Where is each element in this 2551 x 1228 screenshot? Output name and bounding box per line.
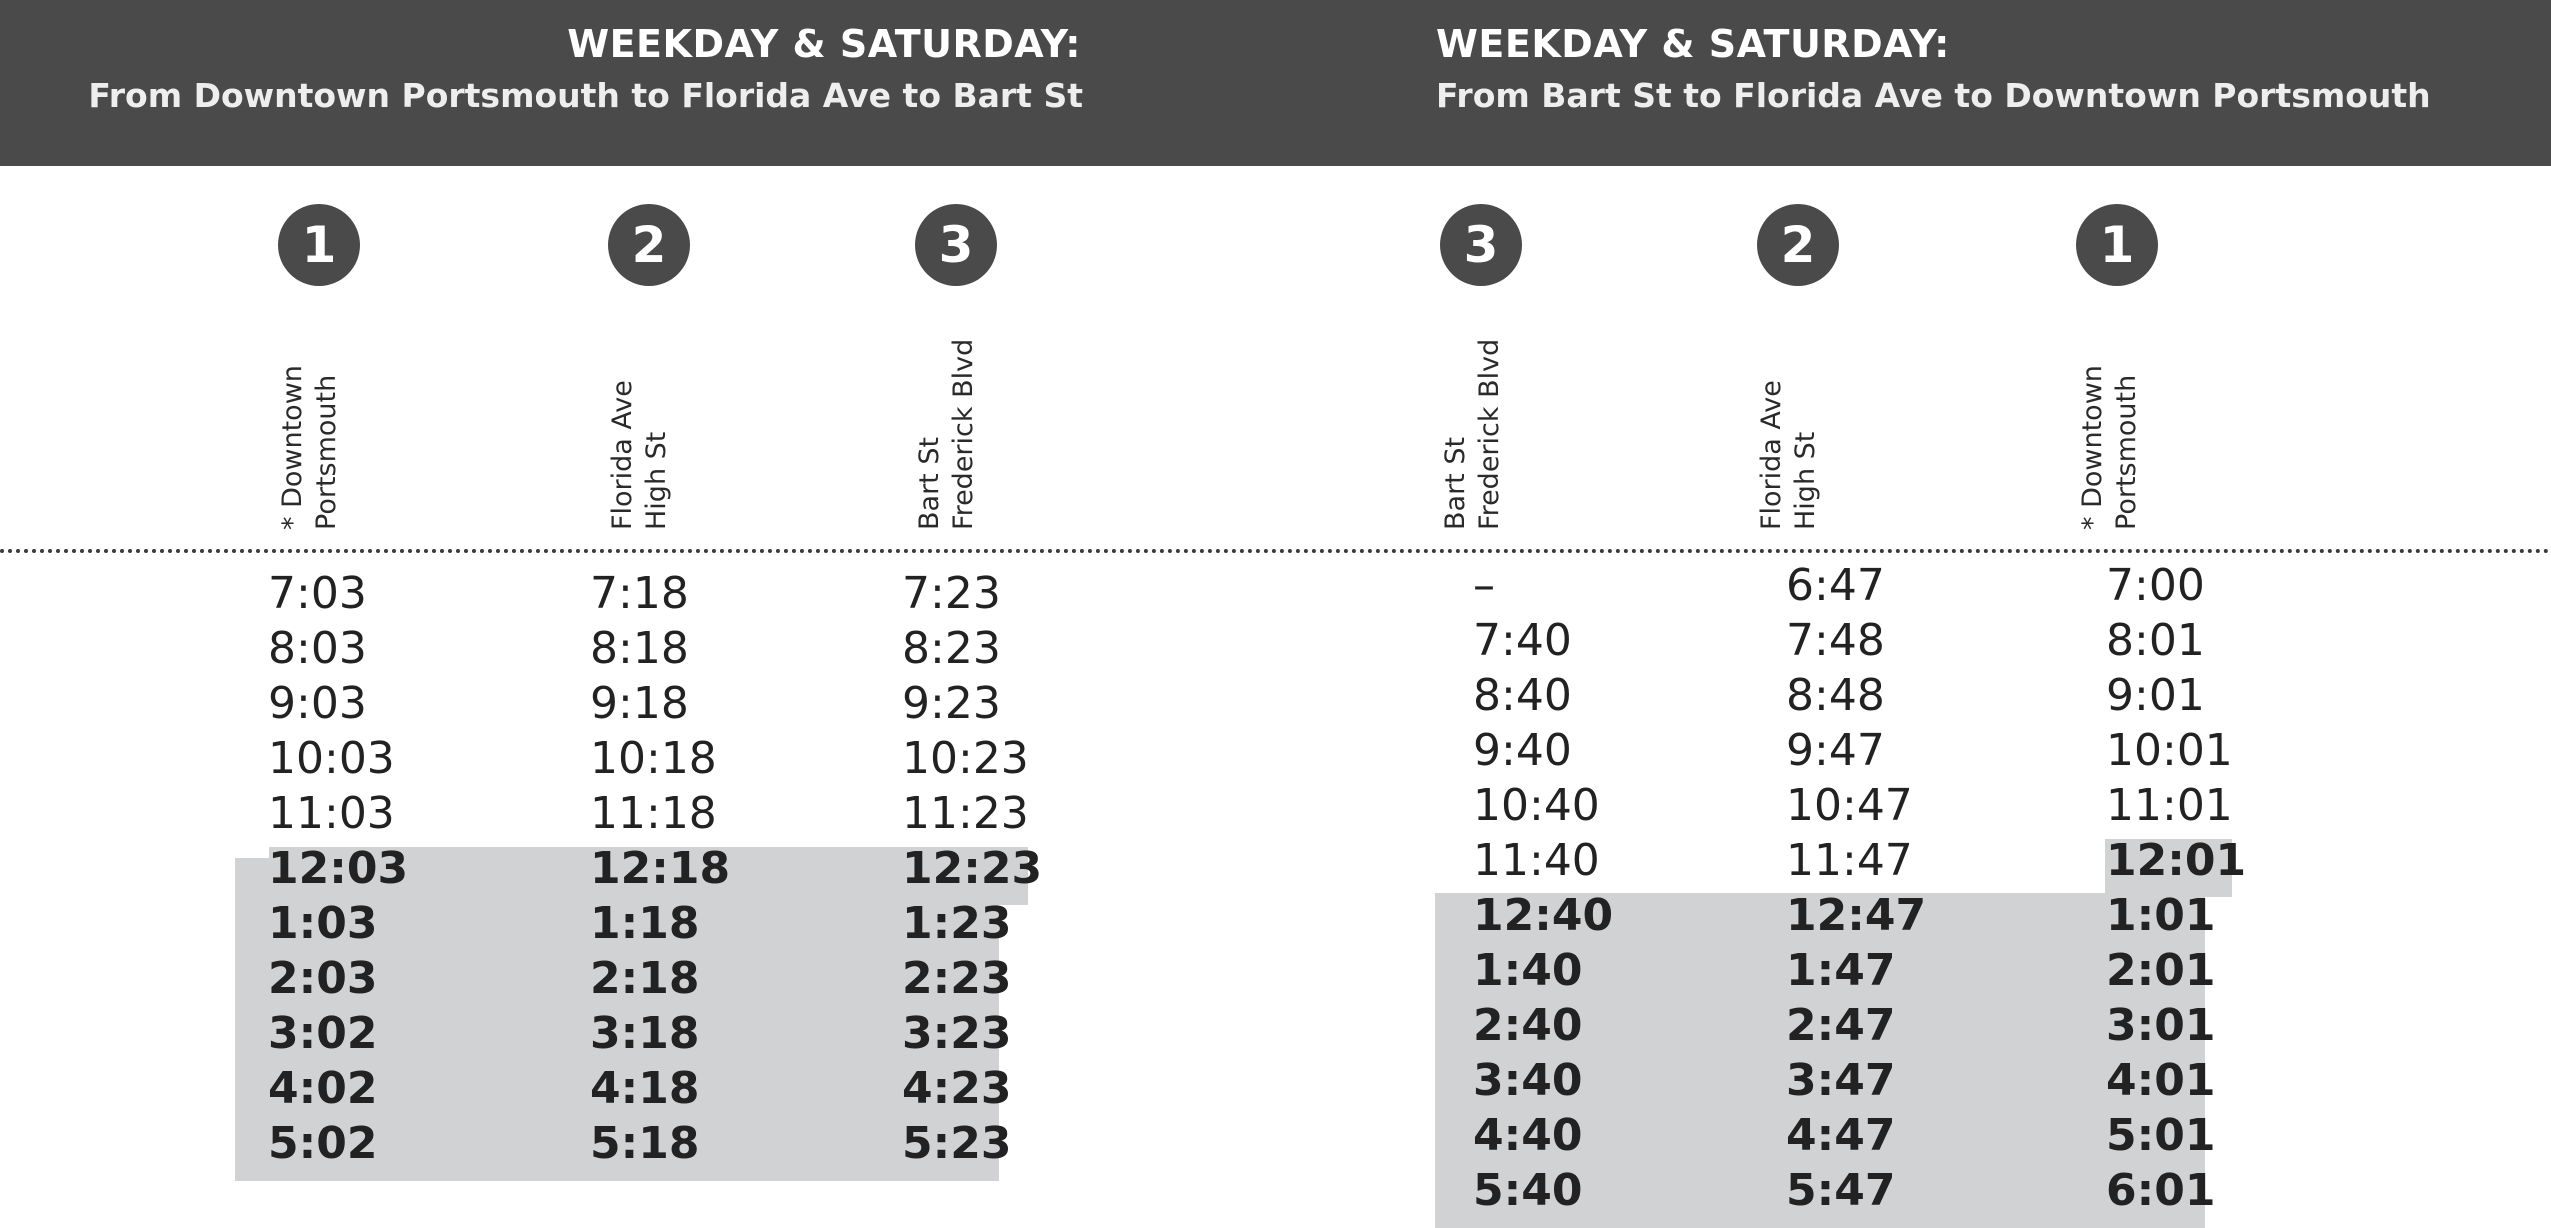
left-time-cell: 2:18 (590, 953, 700, 1004)
right-time-cell: 11:47 (1786, 835, 1913, 886)
right-time-cell: 11:40 (1473, 835, 1600, 886)
right-time-cell: 8:48 (1786, 670, 1885, 721)
right-time-cell: 9:40 (1473, 725, 1572, 776)
right-time-cell: 2:47 (1786, 1000, 1896, 1051)
left-time-cell: 9:18 (590, 678, 689, 729)
left-time-cell: 8:23 (902, 623, 1001, 674)
left-time-cell: 3:18 (590, 1008, 700, 1059)
stop-name-line: Bart St (1440, 436, 1471, 530)
right-time-cell: 12:40 (1473, 890, 1614, 941)
left-time-cell: 2:03 (268, 953, 378, 1004)
left-stop-name-2 (606, 230, 674, 530)
left-stop-name-1 (276, 230, 344, 530)
left-time-cell: 10:18 (590, 733, 717, 784)
left-stop-name-3 (913, 230, 981, 530)
right-stop-badge-1: 1 (2076, 204, 2158, 286)
left-time-cell: 3:02 (268, 1008, 378, 1059)
left-time-cell: 2:23 (902, 953, 1012, 1004)
left-time-cell: 1:18 (590, 898, 700, 949)
left-time-cell: 7:23 (902, 568, 1001, 619)
header-divider (0, 549, 2551, 553)
right-table-subtitle: From Bart St to Florida Ave to Downtown Portsmouth (1436, 76, 2431, 115)
right-stop-name-3 (1439, 230, 1507, 530)
left-time-cell: 7:18 (590, 568, 689, 619)
left-time-cell: 4:23 (902, 1063, 1012, 1114)
left-time-cell: 5:18 (590, 1118, 700, 1169)
left-time-cell: 10:23 (902, 733, 1029, 784)
right-time-cell: 12:01 (2106, 835, 2247, 886)
right-time-cell: 4:01 (2106, 1055, 2216, 1106)
left-time-cell: 8:18 (590, 623, 689, 674)
right-time-cell: 5:40 (1473, 1165, 1583, 1216)
left-time-cell: 3:23 (902, 1008, 1012, 1059)
right-time-cell: 11:01 (2106, 780, 2233, 831)
left-time-cell: 8:03 (268, 623, 367, 674)
right-stop-badge-2: 2 (1757, 204, 1839, 286)
stop-name-line: Portsmouth (311, 374, 342, 530)
left-table-title: WEEKDAY & SATURDAY: (567, 22, 1081, 66)
right-stop-name-1 (2076, 230, 2144, 530)
stop-name-line: Bart St (914, 436, 945, 530)
left-time-cell: 9:23 (902, 678, 1001, 729)
right-time-cell: 10:40 (1473, 780, 1600, 831)
right-time-cell: 5:01 (2106, 1110, 2216, 1161)
left-time-cell: 5:02 (268, 1118, 378, 1169)
right-time-cell: 4:40 (1473, 1110, 1583, 1161)
right-time-cell: 3:47 (1786, 1055, 1896, 1106)
right-time-cell: 4:47 (1786, 1110, 1896, 1161)
stop-name-line: Florida Ave (607, 380, 638, 530)
left-stop-badge-1: 1 (278, 204, 360, 286)
stop-name-line: * Downtown (277, 365, 308, 530)
left-stop-badge-2: 2 (608, 204, 690, 286)
right-time-cell: 9:01 (2106, 670, 2205, 721)
right-time-cell: 1:40 (1473, 945, 1583, 996)
left-time-cell: 11:23 (902, 788, 1029, 839)
stop-name-line: High St (1790, 431, 1821, 530)
right-time-cell: 7:48 (1786, 615, 1885, 666)
right-time-cell: – (1473, 560, 1495, 611)
right-time-cell: 2:40 (1473, 1000, 1583, 1051)
right-time-cell: 6:47 (1786, 560, 1885, 611)
right-time-cell: 1:01 (2106, 890, 2216, 941)
left-time-cell: 4:02 (268, 1063, 378, 1114)
left-time-cell: 12:18 (590, 843, 731, 894)
right-time-cell: 9:47 (1786, 725, 1885, 776)
right-time-cell: 6:01 (2106, 1165, 2216, 1216)
right-time-cell: 7:40 (1473, 615, 1572, 666)
right-time-cell: 8:01 (2106, 615, 2205, 666)
right-time-cell: 1:47 (1786, 945, 1896, 996)
stop-name-line: Portsmouth (2111, 374, 2142, 530)
left-time-cell: 12:23 (902, 843, 1043, 894)
left-time-cell: 5:23 (902, 1118, 1012, 1169)
right-time-cell: 7:00 (2106, 560, 2205, 611)
left-time-cell: 1:03 (268, 898, 378, 949)
stop-name-line: Frederick Blvd (948, 338, 979, 530)
left-time-cell: 7:03 (268, 568, 367, 619)
left-time-cell: 1:23 (902, 898, 1012, 949)
stop-name-line: * Downtown (2077, 365, 2108, 530)
right-time-cell: 10:47 (1786, 780, 1913, 831)
left-time-cell: 9:03 (268, 678, 367, 729)
right-table-title: WEEKDAY & SATURDAY: (1436, 22, 1950, 66)
left-time-cell: 11:03 (268, 788, 395, 839)
stop-name-line: Florida Ave (1756, 380, 1787, 530)
right-time-cell: 8:40 (1473, 670, 1572, 721)
right-stop-name-2 (1755, 230, 1823, 530)
left-time-cell: 4:18 (590, 1063, 700, 1114)
right-time-cell: 12:47 (1786, 890, 1927, 941)
left-table-subtitle: From Downtown Portsmouth to Florida Ave to Bart St (88, 76, 1083, 115)
left-stop-badge-3: 3 (915, 204, 997, 286)
right-time-cell: 2:01 (2106, 945, 2216, 996)
right-time-cell: 10:01 (2106, 725, 2233, 776)
schedule-header (0, 0, 2551, 166)
left-time-cell: 11:18 (590, 788, 717, 839)
right-time-cell: 3:01 (2106, 1000, 2216, 1051)
right-time-cell: 5:47 (1786, 1165, 1896, 1216)
stop-name-line: High St (641, 431, 672, 530)
stop-name-line: Frederick Blvd (1474, 338, 1505, 530)
right-stop-badge-3: 3 (1440, 204, 1522, 286)
right-time-cell: 3:40 (1473, 1055, 1583, 1106)
left-time-cell: 12:03 (268, 843, 409, 894)
left-time-cell: 10:03 (268, 733, 395, 784)
